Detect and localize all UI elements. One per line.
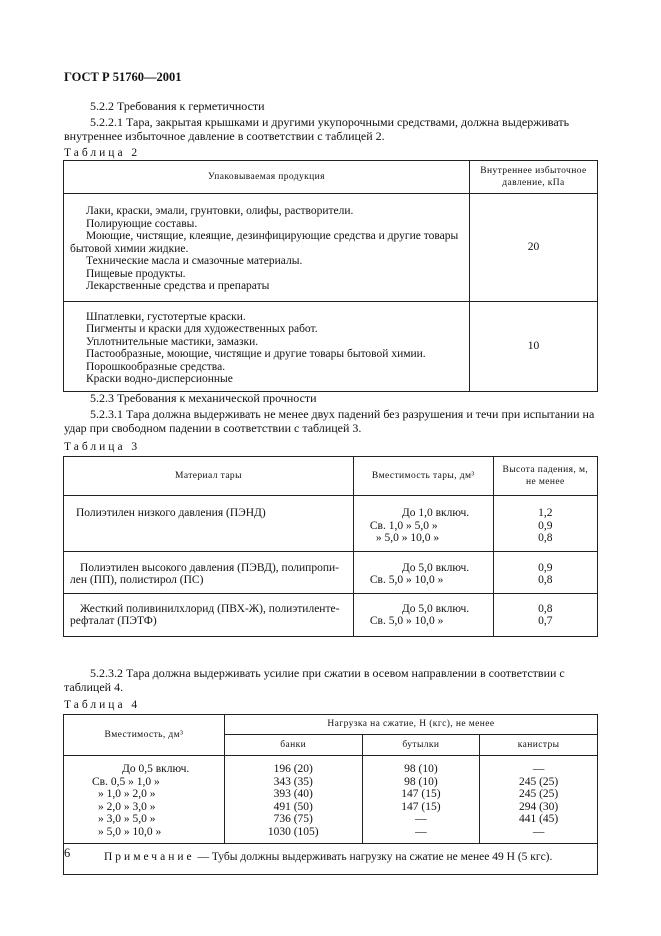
table-3-header-material: Материал тары <box>64 457 354 496</box>
table-3-row-1-height: 1,2 0,9 0,8 <box>493 496 597 552</box>
table-2-group-2-pressure: 10 <box>469 301 597 391</box>
table-4-canisters-cells: — 245 (25) 245 (25) 294 (30) 441 (45) — <box>480 756 598 844</box>
table-3-row-1-capacity: До 1,0 включ. Св. 1,0 » 5,0 » » 5,0 » 10,0 » <box>353 496 493 552</box>
table-4-header-bottles: бутылки <box>362 735 480 756</box>
section-5-2-2-1-text: 5.2.2.1 Тара, закрытая крышками и другими укупорочными средствами, должна выдерживать внутреннее избыточное давление в соответствии с таблицей 2. <box>64 115 570 143</box>
table-4-bottles-cells: 98 (10) 98 (10) 147 (15) 147 (15) — — <box>362 756 480 844</box>
table-4 <box>63 714 598 875</box>
table-4-header-jars: банки <box>224 735 362 756</box>
table-3-row-2-height: 0,9 0,8 <box>493 551 597 593</box>
table-4-note-text: — Тубы должны выдерживать нагрузку на сжатие не менее 49 Н (5 кгс). <box>194 851 553 863</box>
table-3-row-3-height: 0,8 0,7 <box>493 593 597 636</box>
table-2-group-1-pressure: 20 <box>469 194 597 302</box>
table-3-header-drop-height: Высота падения, м, не менее <box>493 457 597 496</box>
standard-header: ГОСТ Р 51760—2001 <box>64 70 182 84</box>
table-4-note <box>64 844 598 875</box>
table-3-row-2-material: Полиэтилен высокого давления (ПЭВД), полипропи- лен (ПП), полистирол (ПС) <box>64 551 354 593</box>
table-3-row-3-material: Жесткий поливинилхлорид (ПВХ-Ж), полиэтиленте- рефталат (ПЭТФ) <box>64 593 354 636</box>
table-3-row-1-material: Полиэтилен низкого давления (ПЭНД) <box>64 496 354 552</box>
table-3-label: Таблица 3 <box>64 441 141 453</box>
section-5-2-3-2-text: 5.2.3.2 Тара должна выдерживать усилие при сжатии в осевом направлении в соответствии с таблицей 4. <box>64 666 565 694</box>
section-5-2-3-title: 5.2.3 Требования к механической прочности <box>90 391 317 405</box>
page-number: 6 <box>64 846 71 860</box>
table-4-capacity-cells: До 0,5 включ. Св. 0,5 » 1,0 » » 1,0 » 2,0 » » 2,0 » 3,0 » » 3,0 » 5,0 » » 5,0 » 10,0 » <box>64 756 225 844</box>
table-3 <box>63 456 598 637</box>
table-2-group-1-products: Лаки, краски, эмали, грунтовки, олифы, растворители. Полирующие составы. Моющие, чистящие, клеящие, дезинфицирующие средства и другие товары бытовой химии жидкие. Технические масла и смазочные материалы. Пищевые продукты. Лекарственные средства и препараты <box>64 194 470 302</box>
table-2-label: Таблица 2 <box>64 147 141 159</box>
table-4-label: Таблица 4 <box>64 699 141 711</box>
table-3-row-3-capacity: До 5,0 включ. Св. 5,0 » 10,0 » <box>353 593 493 636</box>
table-4-header-load: Нагрузка на сжатие, Н (кгс), не менее <box>224 715 597 735</box>
table-2-group-2-products: Шпатлевки, густотертые краски. Пигменты и краски для художественных работ. Уплотнительные мастики, замазки. Пастообразные, моющие, чистящие и другие товары бытовой химии. Порошкообразные средства. Краски водно-дисперсионные <box>64 301 470 391</box>
table-2-header-product: Упаковываемая продукция <box>64 161 470 194</box>
table-2-header-pressure: Внутреннее избыточное давление, кПа <box>469 161 597 194</box>
table-4-header-canisters: канистры <box>480 735 598 756</box>
table-4-note-label: Примечание <box>104 851 195 863</box>
table-3-row-2-capacity: До 5,0 включ. Св. 5,0 » 10,0 » <box>353 551 493 593</box>
table-3-header-capacity: Вместимость тары, дм³ <box>353 457 493 496</box>
section-5-2-3-1-text: 5.2.3.1 Тара должна выдерживать не менее двух падений без разрушения и течи при испытании на удар при свободном падении в соответствии с таблицей 3. <box>64 407 595 435</box>
table-4-header-capacity: Вместимость, дм³ <box>64 715 225 756</box>
section-5-2-2-title: 5.2.2 Требования к герметичности <box>90 99 265 113</box>
table-2 <box>63 160 598 392</box>
table-4-jars-cells: 196 (20) 343 (35) 393 (40) 491 (50) 736 (75) 1030 (105) <box>224 756 362 844</box>
